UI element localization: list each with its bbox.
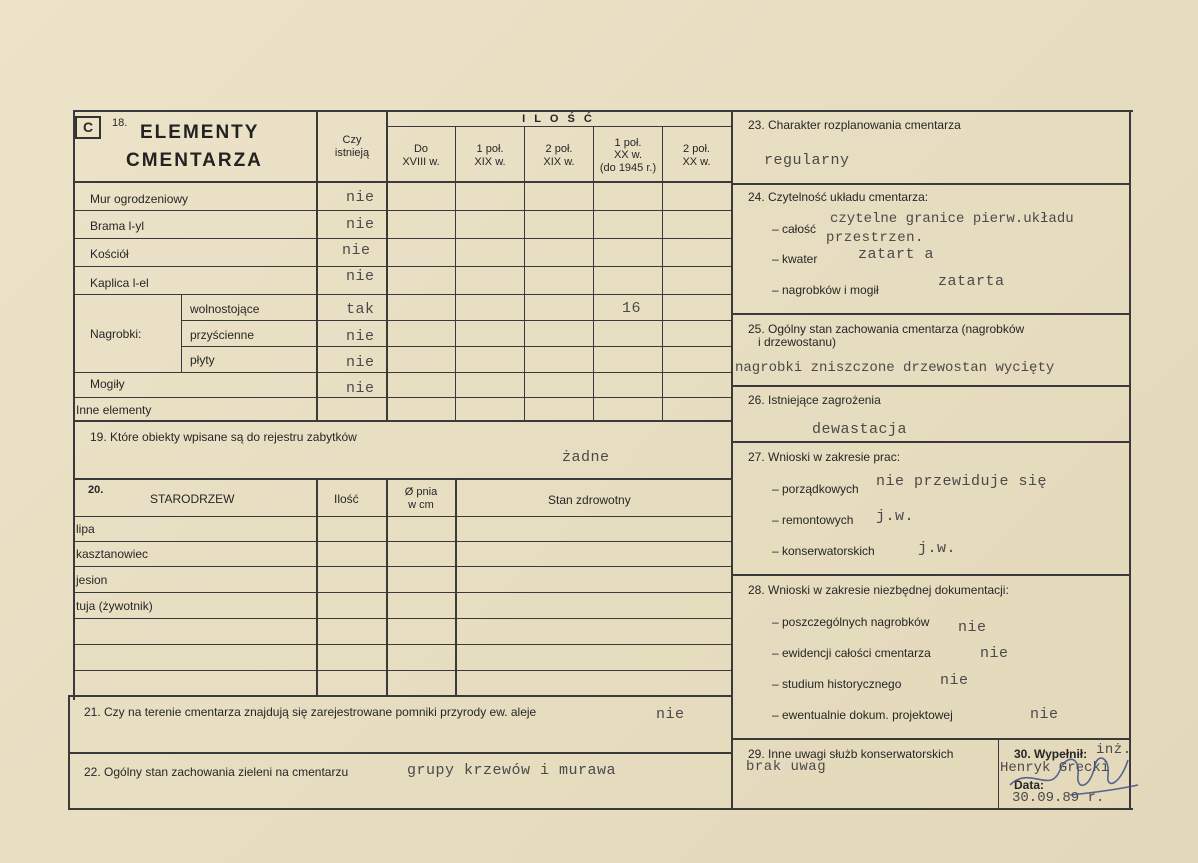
row-line xyxy=(731,385,1129,387)
tree-row: lipa xyxy=(76,522,95,536)
mogily-label: Mogiły xyxy=(90,377,125,391)
row-line xyxy=(73,294,731,295)
col-line xyxy=(998,738,999,810)
row-line xyxy=(181,320,731,321)
col-line xyxy=(316,478,318,695)
col-line xyxy=(181,294,182,372)
q30-date-label: Data: xyxy=(1014,778,1045,792)
row-line xyxy=(731,441,1129,443)
q24-calosc-value2: przestrzen. xyxy=(826,230,924,246)
row-line xyxy=(73,210,731,211)
q30-date: 30.09.89 r. xyxy=(1012,790,1105,806)
inne-label: Inne elementy xyxy=(76,403,152,417)
section-number: 18. xyxy=(112,117,128,129)
row-line xyxy=(731,574,1129,576)
row-line xyxy=(73,372,731,373)
nagrobki-row-label: płyty xyxy=(190,353,215,367)
q30-title: inż. xyxy=(1096,742,1132,758)
q27-label: 27. Wnioski w zakresie prac: xyxy=(748,450,901,464)
period-header: 1 poł. xyxy=(614,137,642,149)
q27-item-value: j.w. xyxy=(876,508,915,525)
exists-header-1: Czy xyxy=(342,134,362,146)
period-header: XX w. xyxy=(682,156,711,168)
q25-value: nagrobki zniszczone drzewostan wycięty xyxy=(735,360,1055,376)
q25-label2: i drzewostanu) xyxy=(758,335,837,349)
q28-item-value: nie xyxy=(940,672,969,689)
period-header: XX w. xyxy=(613,149,643,161)
row-line xyxy=(731,313,1129,315)
nagrobki-row-exists: tak xyxy=(346,301,375,318)
row-line xyxy=(73,420,731,422)
center-divider xyxy=(731,110,733,810)
outer-bottom-border xyxy=(68,808,1133,810)
element-label: Kaplica l-el xyxy=(90,276,149,290)
element-label: Kościół xyxy=(90,247,129,261)
q27-item-value: nie przewiduje się xyxy=(876,473,1048,490)
q22-value: grupy krzewów i murawa xyxy=(407,762,617,779)
q24-label: 24. Czytelność układu cmentarza: xyxy=(748,190,929,204)
q22-label: 22. Ogólny stan zachowania zieleni na cmentarzu xyxy=(84,765,349,779)
row-line xyxy=(181,346,731,347)
q27-item-label: – konserwatorskich xyxy=(772,544,875,558)
q28-item-label: – studium historycznego xyxy=(772,677,902,691)
q24-kwater-value: zatart a xyxy=(858,246,935,263)
q23-label: 23. Charakter rozplanowania cmentarza xyxy=(748,118,961,132)
q24-calosc-value: czytelne granice pierw.układu xyxy=(830,211,1074,227)
q28-item-label: – ewidencji całości cmentarza xyxy=(772,646,931,660)
q30-name: Henryk Grecki xyxy=(1000,760,1110,776)
signature-scribble xyxy=(1000,735,1140,805)
q28-item-value: nie xyxy=(958,619,987,636)
nagrobki-row-label: przyścienne xyxy=(190,328,255,342)
element-exists: nie xyxy=(346,216,375,233)
starodrzew-col-stan: Stan zdrowotny xyxy=(548,493,631,507)
starodrzew-col-pnia: Ø pnia xyxy=(404,486,438,498)
outer-top-border xyxy=(73,110,1133,112)
q28-item-value: nie xyxy=(1030,706,1059,723)
q28-item-label: – poszczególnych nagrobków xyxy=(772,615,930,629)
title-line2: CMENTARZA xyxy=(126,150,263,171)
q28-label: 28. Wnioski w zakresie niezbędnej dokumentacji: xyxy=(748,583,1009,597)
section-letter-box: C xyxy=(75,116,101,139)
period-header: XVIII w. xyxy=(402,156,440,168)
period-header: XIX w. xyxy=(543,156,575,168)
row-line xyxy=(68,752,731,754)
starodrzew-col-ilosc: Ilość xyxy=(334,492,359,506)
q30-label: 30. Wypełnił: xyxy=(1014,747,1088,761)
period-header: 2 poł. xyxy=(545,143,573,155)
tree-row: jesion xyxy=(76,573,108,587)
ilosc-header: I L O Ś Ć xyxy=(522,113,595,125)
q24-kwater-label: – kwater xyxy=(772,252,818,266)
period-header: (do 1945 r.) xyxy=(599,162,657,174)
nagrobki-row-exists: nie xyxy=(346,328,375,345)
tree-row: kasztanowiec xyxy=(76,547,149,561)
exists-header-2: istnieją xyxy=(334,147,370,159)
q28-item-value: nie xyxy=(980,645,1009,662)
row-line xyxy=(73,238,731,239)
q26-value: dewastacja xyxy=(812,421,908,438)
q19-label: 19. Które obiekty wpisane są do rejestru zabytków xyxy=(90,430,357,444)
q23-value: regularny xyxy=(764,152,850,169)
period-header: XIX w. xyxy=(474,156,506,168)
q24-nagrobkow-value: zatarta xyxy=(938,273,1005,290)
row-line xyxy=(73,397,731,398)
nagrobki-row-exists: nie xyxy=(346,354,375,371)
q25-label1: 25. Ogólny stan zachowania cmentarza (nagrobków xyxy=(748,322,1025,336)
row-line xyxy=(386,126,731,127)
q26-label: 26. Istniejące zagrożenia xyxy=(748,393,881,407)
q21-value: nie xyxy=(656,706,685,723)
col-line xyxy=(524,126,525,420)
row-line xyxy=(73,670,731,671)
col-line xyxy=(455,126,456,420)
row-line xyxy=(731,183,1129,185)
q28-item-label: – ewentualnie dokum. projektowej xyxy=(772,708,953,722)
title-line1: ELEMENTY xyxy=(140,122,260,143)
row-line xyxy=(73,566,731,567)
nagrobki-label: Nagrobki: xyxy=(90,327,142,341)
right-border xyxy=(1129,110,1131,810)
tree-row: tuja (żywotnik) xyxy=(76,599,153,613)
row-line xyxy=(73,266,731,267)
period-header: 2 poł. xyxy=(683,143,710,155)
mogily-exists: nie xyxy=(346,380,375,397)
q29-value: brak uwag xyxy=(746,759,827,775)
row-line xyxy=(73,181,731,183)
row-line xyxy=(73,592,731,593)
element-exists: nie xyxy=(346,268,375,285)
q24-nagrobkow-label: – nagrobków i mogił xyxy=(772,283,879,297)
row-line xyxy=(73,541,731,542)
left-border-upper xyxy=(73,110,75,700)
row-line xyxy=(73,618,731,619)
starodrzew-number: 20. xyxy=(88,484,104,496)
row-line xyxy=(73,516,731,517)
row-line xyxy=(73,478,731,480)
row-line xyxy=(73,644,731,645)
period-header: Do xyxy=(413,143,429,155)
q27-item-value: j.w. xyxy=(918,540,957,557)
period-header: 1 poł. xyxy=(476,143,504,155)
q27-item-label: – remontowych xyxy=(772,513,854,527)
row-line xyxy=(68,695,731,697)
starodrzew-title: STARODRZEW xyxy=(150,492,235,506)
q19-value: żadne xyxy=(562,449,610,466)
q21-label: 21. Czy na terenie cmentarza znajdują się zarejestrowane pomniki przyrody ew. aleje xyxy=(84,705,537,719)
element-label: Brama l-yl xyxy=(90,219,145,233)
q29-label: 29. Inne uwagi służb konserwatorskich xyxy=(748,747,954,761)
element-exists: nie xyxy=(346,189,375,206)
element-exists: nie xyxy=(342,242,371,259)
q24-calosc-label: – całość xyxy=(772,222,817,236)
starodrzew-col-pnia: w cm xyxy=(408,499,434,511)
nagrobki-count: 16 xyxy=(622,300,642,317)
nagrobki-row-label: wolnostojące xyxy=(190,302,260,316)
q27-item-label: – porządkowych xyxy=(772,482,859,496)
element-label: Mur ogrodzeniowy xyxy=(90,192,189,206)
